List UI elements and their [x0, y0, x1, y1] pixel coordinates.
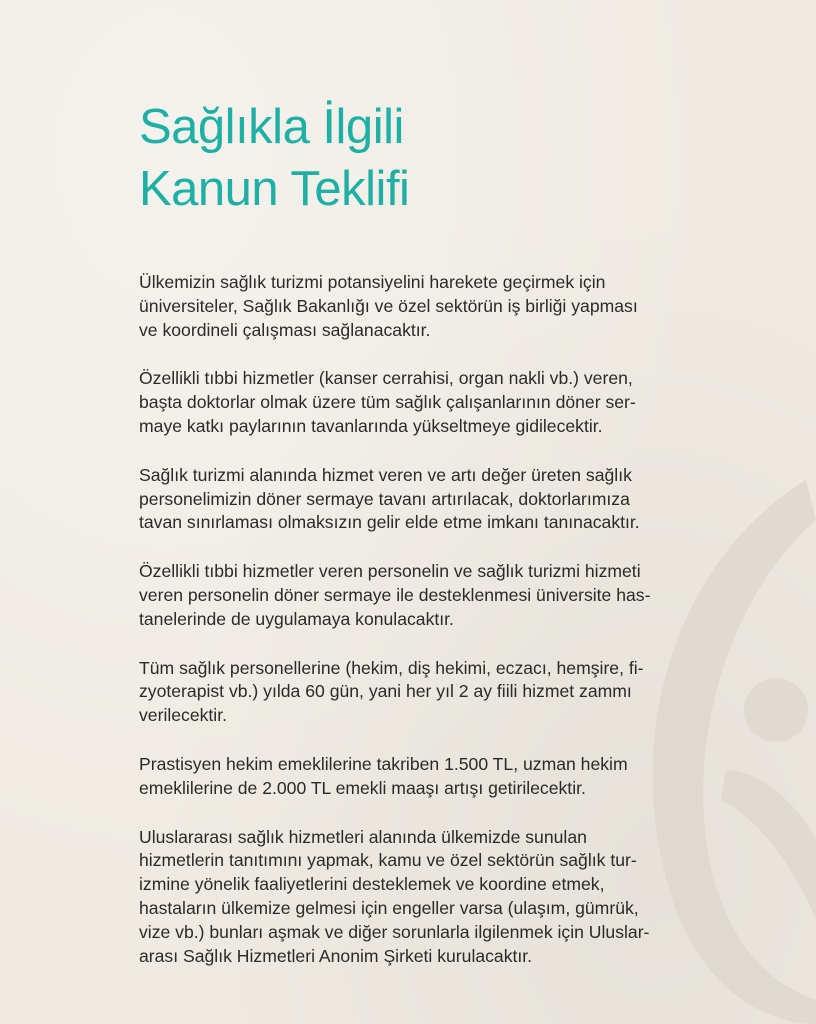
text-line: Özellikli tıbbi hizmetler veren personelin ve sağlık turizmi hizmeti	[139, 561, 641, 582]
paragraph-international-health-company	[139, 826, 719, 969]
title-line: Sağlıkla İlgili	[139, 100, 404, 154]
text-line: Ülkemizin sağlık turizmi potansiyelini harekete geçirmek için	[139, 272, 606, 292]
text-line: Tüm sağlık personellerine (hekim, diş hekimi, eczacı, hemşire, fi-	[139, 657, 644, 678]
text-line: zyoterapist vb.) yılda 60 gün, yani her yıl 2 ay fiili hizmet zammı	[139, 681, 632, 702]
text-line: Prastisyen hekim emeklilerine takriben 1.500 TL, uzman hekim	[139, 753, 628, 774]
paragraph-university-hospitals	[139, 560, 719, 631]
text-line: personelimizin döner sermaye tavanı artırılacak, doktorlarımıza	[139, 488, 630, 509]
text-line: veren personelin döner sermaye ile desteklenmesi üniversite has-	[139, 584, 651, 605]
text-line: tavan sınırlaması olmaksızın gelir elde etme imkanı tanınacaktır.	[139, 512, 640, 533]
text-line: hastaların ülkemize gelmesi için engeller varsa (ulaşım, gümrük,	[139, 897, 639, 918]
text-line: tanelerinde de uygulamaya konulacaktır.	[139, 608, 454, 629]
text-line: emeklilerine de 2.000 TL emekli maaşı artışı getirilecektir.	[139, 777, 586, 798]
text-line: izmine yönelik faaliyetlerini desteklemek ve koordine etmek,	[139, 874, 605, 895]
text-line: Uluslararası sağlık hizmetleri alanında ülkemizde sunulan	[139, 826, 587, 847]
body-text	[139, 271, 719, 968]
text-line: arası Sağlık Hizmetleri Anonim Şirketi kurulacaktır.	[139, 945, 533, 966]
text-line: üniversiteler, Sağlık Bakanlığı ve özel sektörün iş birliği yapması	[139, 295, 638, 316]
text-line: Özellikli tıbbi hizmetler (kanser cerrahisi, organ nakli vb.) veren,	[139, 368, 633, 389]
document-content	[139, 96, 719, 993]
page-title	[139, 96, 719, 220]
paragraph-pension-increase	[139, 753, 719, 801]
text-line: Sağlık turizmi alanında hizmet veren ve artı değer üreten sağlık	[139, 464, 632, 485]
text-line: başta doktorlar olmak üzere tüm sağlık çalışanlarının döner ser-	[139, 392, 636, 413]
paragraph-revolving-fund-ceilings	[139, 367, 719, 438]
text-line: hizmetlerin tanıtımını yapmak, kamu ve özel sektörün sağlık tur-	[139, 850, 637, 871]
text-line: ve koordineli çalışması sağlanacaktır.	[139, 319, 431, 340]
title-line: Kanun Teklifi	[139, 162, 410, 216]
paragraph-health-tourism-cooperation	[139, 271, 719, 342]
paragraph-health-tourism-personnel	[139, 464, 719, 535]
text-line: maye katkı paylarının tavanlarında yükseltmeye gidilecektir.	[139, 415, 603, 436]
paragraph-service-credit	[139, 657, 719, 728]
text-line: vize vb.) bunları aşmak ve diğer sorunlarla ilgilenmek için Uluslar-	[139, 921, 650, 942]
text-line: verilecektir.	[139, 705, 227, 726]
